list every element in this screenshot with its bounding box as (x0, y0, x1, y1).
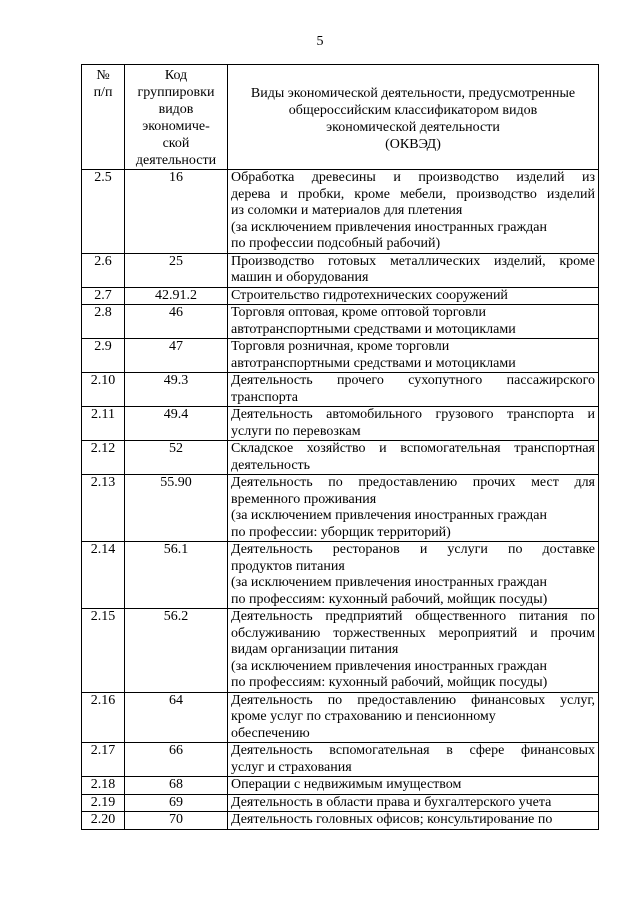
activity-description (228, 339, 599, 373)
row-number: 2.7 (82, 287, 125, 305)
row-number: 2.17 (82, 743, 125, 777)
row-number: 2.10 (82, 373, 125, 407)
activity-description (228, 253, 599, 287)
description-line: Деятельность по предоставлению финансовых услуг, (231, 692, 595, 708)
activity-description (228, 475, 599, 542)
table-row (82, 777, 599, 795)
description-line: (за исключением привлечения иностранных граждан (231, 658, 547, 674)
description-line: (за исключением привлечения иностранных граждан (231, 508, 547, 523)
activity-description (228, 305, 599, 339)
row-number: 2.12 (82, 441, 125, 475)
header-num-line: № (96, 68, 110, 83)
header-code-line: деятельности (135, 153, 217, 168)
okved-code: 49.3 (125, 373, 228, 407)
header-num-line: п/п (93, 85, 113, 100)
description-line: Деятельность автомобильного грузового транспорта и (231, 407, 595, 422)
description-line: по профессии подсобный рабочий) (231, 236, 441, 251)
table-row (82, 609, 599, 693)
table-row (82, 441, 599, 475)
activity-description (228, 777, 599, 795)
row-number: 2.6 (82, 253, 125, 287)
header-code-line: ской (162, 136, 190, 151)
activity-description (228, 373, 599, 407)
activity-description (228, 692, 599, 743)
row-number: 2.8 (82, 305, 125, 339)
table-row (82, 794, 599, 812)
description-line: Торговля оптовая, кроме оптовой торговли (231, 305, 487, 320)
description-line: временного проживания (231, 491, 377, 507)
description-line: автотранспортными средствами и мотоциклами (231, 355, 516, 371)
table-row (82, 170, 599, 254)
okved-code: 64 (125, 692, 228, 743)
activity-description (228, 170, 599, 254)
description-line: Торговля розничная, кроме торговли (231, 339, 450, 354)
activity-description (228, 743, 599, 777)
description-line: (за исключением привлечения иностранных граждан (231, 219, 547, 235)
row-number: 2.16 (82, 692, 125, 743)
description-line: деятельность (231, 457, 311, 473)
page-number: 5 (316, 34, 324, 49)
okved-code: 25 (125, 253, 228, 287)
description-line: Операции с недвижимым имуществом (231, 777, 462, 792)
description-line: Деятельность ресторанов и услуги по доставке (231, 542, 595, 557)
description-line: продуктов питания (231, 558, 345, 574)
description-line: кроме услуг по страхованию и пенсионному (231, 709, 496, 724)
okved-table (81, 64, 599, 830)
description-line: обслуживанию торжественных мероприятий и прочим (231, 625, 595, 641)
okved-code: 16 (125, 170, 228, 254)
activity-description (228, 794, 599, 812)
description-line: по профессии: уборщик территорий) (231, 524, 451, 540)
row-number: 2.15 (82, 609, 125, 693)
description-line: Складское хозяйство и вспомогательная транспортная (231, 441, 595, 456)
table-header-row (82, 65, 599, 170)
row-number: 2.19 (82, 794, 125, 812)
activity-description (228, 287, 599, 305)
description-line: Деятельность по предоставлению прочих мест для (231, 475, 595, 490)
description-line: машин и оборудования (231, 270, 369, 285)
table-row (82, 407, 599, 441)
activity-description (228, 812, 599, 830)
row-number: 2.5 (82, 170, 125, 254)
okved-code: 52 (125, 441, 228, 475)
description-line: по профессиям: кухонный рабочий, мойщик посуды) (231, 675, 548, 690)
header-code-line: экономиче- (142, 119, 210, 134)
okved-code: 49.4 (125, 407, 228, 441)
activity-description (228, 441, 599, 475)
header-code (125, 65, 228, 170)
description-line: транспорта (231, 389, 299, 405)
description-line: обеспечению (231, 725, 310, 741)
table-row (82, 253, 599, 287)
description-line: автотранспортными средствами и мотоциклами (231, 321, 516, 337)
row-number: 2.9 (82, 339, 125, 373)
header-desc-line: общероссийским классификатором видов (288, 103, 538, 118)
okved-code: 42.91.2 (125, 287, 228, 305)
row-number: 2.20 (82, 812, 125, 830)
header-num (82, 65, 125, 170)
activity-description (228, 407, 599, 441)
description-line: Деятельность вспомогательная в сфере финансовых (231, 743, 595, 758)
description-line: (за исключением привлечения иностранных граждан (231, 575, 547, 590)
description-line: Деятельность головных офисов; консультирование по (231, 812, 553, 827)
table-body (82, 170, 599, 830)
description-line: Деятельность предприятий общественного питания по (231, 609, 595, 624)
row-number: 2.13 (82, 475, 125, 542)
table-row (82, 542, 599, 609)
description-line: по профессиям: кухонный рабочий, мойщик посуды) (231, 591, 548, 607)
description-line: Производство готовых металлических изделий, кроме (231, 253, 595, 269)
activity-description (228, 542, 599, 609)
table-row (82, 339, 599, 373)
row-number: 2.11 (82, 407, 125, 441)
description-line: Деятельность прочего сухопутного пассажирского (231, 373, 595, 388)
okved-code: 66 (125, 743, 228, 777)
okved-code: 47 (125, 339, 228, 373)
table-row (82, 743, 599, 777)
description-line: Строительство гидротехнических сооружений (231, 287, 508, 303)
table-row (82, 305, 599, 339)
table-row (82, 373, 599, 407)
row-number: 2.18 (82, 777, 125, 795)
header-desc (228, 65, 599, 170)
okved-code: 56.1 (125, 542, 228, 609)
description-line: услуг и страхования (231, 759, 352, 775)
okved-code: 69 (125, 794, 228, 812)
description-line: из соломки и материалов для плетения (231, 203, 463, 218)
header-desc-line: Виды экономической деятельности, предусмотренные (250, 86, 576, 101)
table-row (82, 692, 599, 743)
description-line: услуги по перевозкам (231, 423, 361, 439)
header-code-line: видов (158, 102, 194, 117)
okved-code: 46 (125, 305, 228, 339)
table-row (82, 287, 599, 305)
okved-code: 70 (125, 812, 228, 830)
header-desc-line: (ОКВЭД) (385, 137, 441, 152)
description-line: Деятельность в области права и бухгалтерского учета (231, 794, 552, 810)
table-row (82, 475, 599, 542)
okved-code: 55.90 (125, 475, 228, 542)
okved-code: 68 (125, 777, 228, 795)
table-row (82, 812, 599, 830)
row-number: 2.14 (82, 542, 125, 609)
okved-code: 56.2 (125, 609, 228, 693)
header-code-line: группировки (137, 85, 215, 100)
header-code-line: Код (164, 68, 188, 83)
description-line: видам организации питания (231, 642, 399, 657)
header-desc-line: экономической деятельности (326, 120, 500, 135)
description-line: дерева и пробки, кроме мебели, производство изделий (231, 186, 595, 202)
activity-description (228, 609, 599, 693)
description-line: Обработка древесины и производство изделий из (231, 170, 595, 185)
